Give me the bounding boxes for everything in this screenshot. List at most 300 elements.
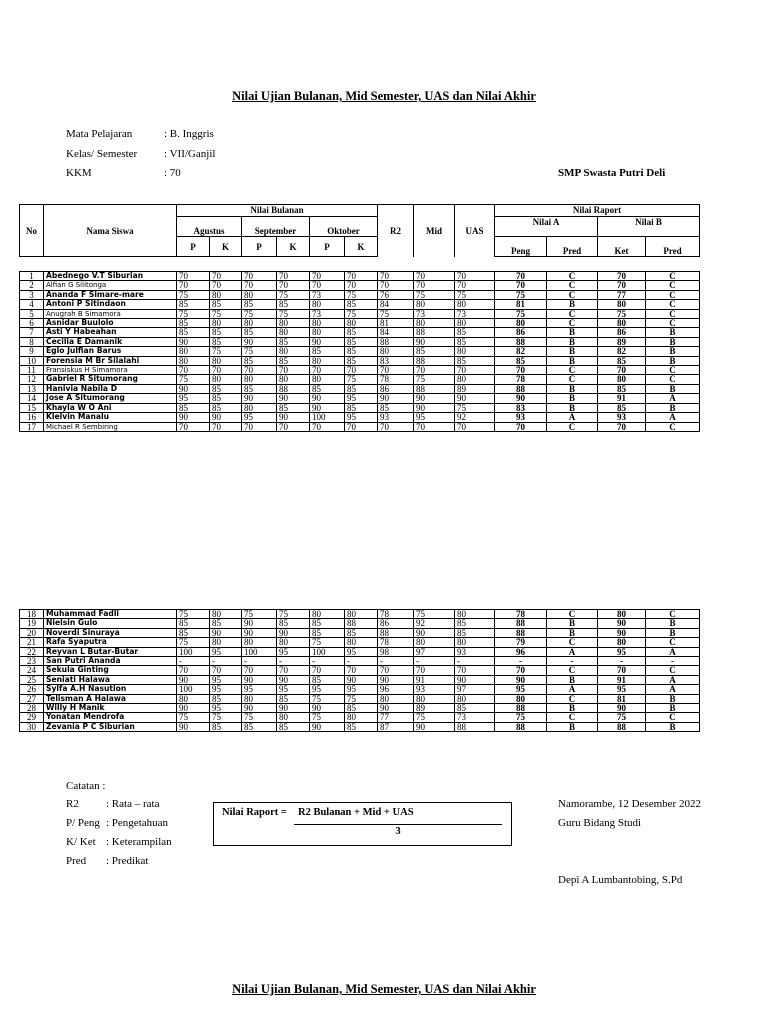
cell-okt-p: 90 xyxy=(310,403,345,412)
cell-ags-p: 80 xyxy=(177,356,210,365)
cell-uas: 80 xyxy=(455,300,495,309)
cell-sep-p: 90 xyxy=(242,628,277,637)
cell-mid: 75 xyxy=(414,610,455,619)
cell-okt-k: 85 xyxy=(345,347,378,356)
cell-okt-k: 70 xyxy=(345,666,378,675)
table-row xyxy=(20,647,700,656)
cell-r2: 70 xyxy=(378,272,414,281)
cell-okt-p: 90 xyxy=(310,394,345,403)
cell-ket: 90 xyxy=(598,619,646,628)
cell-uas: 70 xyxy=(455,272,495,281)
cell-pred-b: C xyxy=(646,713,700,722)
cell-peng: 88 xyxy=(495,722,547,731)
cell-okt-p: 80 xyxy=(310,375,345,384)
cell-r2: 90 xyxy=(378,675,414,684)
cell-sep-k: 95 xyxy=(277,685,310,694)
formula-lhs: Nilai Raport = xyxy=(222,807,287,818)
cell-sep-k: 90 xyxy=(277,394,310,403)
cell-ags-p: 85 xyxy=(177,300,210,309)
cell-r2: 78 xyxy=(378,638,414,647)
note-key: R2 xyxy=(66,798,79,810)
cell-ket: 82 xyxy=(598,347,646,356)
table-row xyxy=(20,309,700,318)
cell-pred-b: B xyxy=(646,337,700,346)
cell-pred-b: C xyxy=(646,422,700,431)
header-agustus: Agustus xyxy=(177,217,242,237)
cell-okt-p: 70 xyxy=(310,281,345,290)
cell-nama: Fransiskus H Simamora xyxy=(44,366,177,375)
cell-no: 21 xyxy=(20,638,44,647)
cell-pred-a: C xyxy=(547,694,598,703)
cell-pred-a: C xyxy=(547,610,598,619)
note-key: K/ Ket xyxy=(66,836,96,848)
cell-peng: 88 xyxy=(495,704,547,713)
cell-uas: 93 xyxy=(455,647,495,656)
cell-sep-k: 88 xyxy=(277,384,310,393)
cell-uas: 70 xyxy=(455,422,495,431)
cell-ags-k: 95 xyxy=(210,685,242,694)
cell-r2: 88 xyxy=(378,337,414,346)
cell-pred-a: C xyxy=(547,375,598,384)
cell-sep-p: 75 xyxy=(242,347,277,356)
note-key: P/ Peng xyxy=(66,817,100,829)
meta-label-kkm: KKM xyxy=(66,167,92,179)
cell-mid: 70 xyxy=(414,666,455,675)
cell-no: 4 xyxy=(20,300,44,309)
cell-sep-p: 90 xyxy=(242,675,277,684)
cell-ags-p: 100 xyxy=(177,647,210,656)
header-raport: Nilai Raport xyxy=(495,205,700,217)
cell-uas: 75 xyxy=(455,290,495,299)
cell-peng: 75 xyxy=(495,309,547,318)
cell-ags-k: 85 xyxy=(210,403,242,412)
cell-mid: 90 xyxy=(414,628,455,637)
cell-no: 10 xyxy=(20,356,44,365)
cell-ket: 80 xyxy=(598,319,646,328)
cell-ags-k: 95 xyxy=(210,647,242,656)
cell-ags-p: 80 xyxy=(177,347,210,356)
cell-ags-k: 80 xyxy=(210,610,242,619)
header-p: P xyxy=(242,237,277,257)
cell-r2: 96 xyxy=(378,685,414,694)
table-row xyxy=(20,272,700,281)
notes-heading: Catatan : xyxy=(66,780,106,792)
cell-r2: 90 xyxy=(378,704,414,713)
table-row xyxy=(20,347,700,356)
cell-nama: Hanivia Nabila D xyxy=(44,384,177,393)
cell-pred-b: A xyxy=(646,647,700,656)
cell-ags-p: 85 xyxy=(177,619,210,628)
cell-sep-p: - xyxy=(242,657,277,666)
cell-mid: 80 xyxy=(414,638,455,647)
cell-nama: Abednego V.T Siburian xyxy=(44,272,177,281)
cell-ags-k: 80 xyxy=(210,375,242,384)
cell-r2: 70 xyxy=(378,281,414,290)
cell-pred-b: C xyxy=(646,610,700,619)
header-k: K xyxy=(345,237,378,257)
cell-ket: 77 xyxy=(598,290,646,299)
cell-mid: 75 xyxy=(414,290,455,299)
cell-sep-k: 70 xyxy=(277,666,310,675)
cell-sep-k: 75 xyxy=(277,290,310,299)
cell-sep-p: 70 xyxy=(242,422,277,431)
cell-uas: 92 xyxy=(455,413,495,422)
formula-box xyxy=(213,802,512,846)
cell-pred-a: B xyxy=(547,337,598,346)
signature-role: Guru Bidang Studi xyxy=(558,817,642,829)
cell-okt-k: 85 xyxy=(345,403,378,412)
cell-pred-b: B xyxy=(646,356,700,365)
cell-no: 8 xyxy=(20,337,44,346)
cell-ags-k: 85 xyxy=(210,694,242,703)
cell-mid: 75 xyxy=(414,375,455,384)
cell-no: 26 xyxy=(20,685,44,694)
table-row xyxy=(20,403,700,412)
cell-ket: 80 xyxy=(598,300,646,309)
cell-ags-p: 75 xyxy=(177,713,210,722)
cell-sep-p: 80 xyxy=(242,638,277,647)
cell-pred-b: C xyxy=(646,309,700,318)
cell-ket: 75 xyxy=(598,309,646,318)
cell-r2: 70 xyxy=(378,366,414,375)
cell-pred-b: B xyxy=(646,694,700,703)
cell-ags-p: 90 xyxy=(177,722,210,731)
cell-sep-p: 100 xyxy=(242,647,277,656)
formula-numerator: R2 Bulanan + Mid + UAS xyxy=(298,807,414,818)
grade-table-header xyxy=(19,204,700,257)
cell-ket: 95 xyxy=(598,685,646,694)
cell-okt-p: 80 xyxy=(310,319,345,328)
cell-sep-p: 80 xyxy=(242,375,277,384)
cell-sep-k: 80 xyxy=(277,319,310,328)
cell-peng: - xyxy=(495,657,547,666)
cell-r2: 84 xyxy=(378,300,414,309)
cell-okt-p: 100 xyxy=(310,413,345,422)
cell-pred-b: B xyxy=(646,347,700,356)
table-row xyxy=(20,685,700,694)
cell-peng: 88 xyxy=(495,384,547,393)
cell-mid: 70 xyxy=(414,281,455,290)
meta-value-kkm: : 70 xyxy=(164,167,181,179)
cell-okt-k: 95 xyxy=(345,647,378,656)
cell-uas: 85 xyxy=(455,328,495,337)
cell-pred-a: B xyxy=(547,403,598,412)
header-pred: Pred xyxy=(646,237,700,257)
cell-okt-k: 80 xyxy=(345,610,378,619)
cell-r2: 90 xyxy=(378,394,414,403)
cell-ags-p: 75 xyxy=(177,309,210,318)
cell-ags-p: 75 xyxy=(177,610,210,619)
cell-pred-b: B xyxy=(646,722,700,731)
cell-pred-a: C xyxy=(547,309,598,318)
header-nilai-b: Nilai B xyxy=(598,217,700,237)
cell-mid: 88 xyxy=(414,384,455,393)
cell-no: 5 xyxy=(20,309,44,318)
cell-peng: 70 xyxy=(495,422,547,431)
header-r2: R2 xyxy=(378,205,414,257)
cell-okt-p: - xyxy=(310,657,345,666)
cell-uas: 85 xyxy=(455,619,495,628)
header-k: K xyxy=(210,237,242,257)
table-row xyxy=(20,657,700,666)
cell-mid: 85 xyxy=(414,347,455,356)
cell-nama: Jose A Situmorang xyxy=(44,394,177,403)
cell-mid: 70 xyxy=(414,272,455,281)
cell-okt-k: 90 xyxy=(345,675,378,684)
cell-no: 3 xyxy=(20,290,44,299)
cell-nama: Nielsin Gulo xyxy=(44,619,177,628)
cell-ags-k: 80 xyxy=(210,638,242,647)
cell-mid: 95 xyxy=(414,413,455,422)
cell-pred-b: B xyxy=(646,619,700,628)
cell-okt-k: 85 xyxy=(345,356,378,365)
cell-ags-p: 100 xyxy=(177,685,210,694)
cell-nama: Gabriel R Situmorang xyxy=(44,375,177,384)
cell-no: 19 xyxy=(20,619,44,628)
cell-no: 13 xyxy=(20,384,44,393)
header-nama: Nama Siswa xyxy=(44,205,177,257)
cell-ags-p: 85 xyxy=(177,628,210,637)
cell-peng: 81 xyxy=(495,300,547,309)
cell-ags-k: 70 xyxy=(210,281,242,290)
cell-pred-b: C xyxy=(646,366,700,375)
cell-nama: Antoni P Sitindaon xyxy=(44,300,177,309)
cell-mid: 90 xyxy=(414,394,455,403)
cell-sep-p: 70 xyxy=(242,281,277,290)
cell-ket: 80 xyxy=(598,375,646,384)
table-row xyxy=(20,413,700,422)
signature-name: Depi A Lumbantobing, S.Pd xyxy=(558,874,683,886)
cell-ket: 89 xyxy=(598,337,646,346)
cell-no: 12 xyxy=(20,375,44,384)
cell-nama: Sekula Ginting xyxy=(44,666,177,675)
cell-ags-k: 80 xyxy=(210,290,242,299)
table-row xyxy=(20,422,700,431)
table-row xyxy=(20,638,700,647)
cell-mid: 90 xyxy=(414,337,455,346)
note-value: : Keterampilan xyxy=(106,836,172,848)
cell-r2: 77 xyxy=(378,713,414,722)
cell-ket: 85 xyxy=(598,403,646,412)
cell-okt-p: 90 xyxy=(310,704,345,713)
cell-okt-k: 70 xyxy=(345,272,378,281)
cell-pred-a: C xyxy=(547,366,598,375)
cell-ags-p: 90 xyxy=(177,675,210,684)
cell-mid: - xyxy=(414,657,455,666)
cell-ket: 80 xyxy=(598,638,646,647)
cell-peng: 70 xyxy=(495,272,547,281)
cell-ags-k: 85 xyxy=(210,722,242,731)
cell-nama: Sylfa A.H Nasution xyxy=(44,685,177,694)
cell-no: 2 xyxy=(20,281,44,290)
cell-r2: 83 xyxy=(378,356,414,365)
cell-sep-p: 70 xyxy=(242,366,277,375)
table-row xyxy=(20,394,700,403)
cell-sep-k: 85 xyxy=(277,356,310,365)
cell-mid: 70 xyxy=(414,366,455,375)
cell-uas: - xyxy=(455,657,495,666)
cell-uas: 97 xyxy=(455,685,495,694)
cell-uas: 73 xyxy=(455,713,495,722)
cell-okt-k: 80 xyxy=(345,319,378,328)
cell-pred-b: - xyxy=(646,657,700,666)
table-row xyxy=(20,722,700,731)
cell-ags-k: 85 xyxy=(210,394,242,403)
cell-nama: Cecilia E Damanik xyxy=(44,337,177,346)
cell-nama: Asnidar Buulolo xyxy=(44,319,177,328)
cell-no: 17 xyxy=(20,422,44,431)
table-row xyxy=(20,356,700,365)
header-bulanan: Nilai Bulanan xyxy=(177,205,378,217)
cell-ags-p: 70 xyxy=(177,272,210,281)
cell-sep-p: 85 xyxy=(242,328,277,337)
cell-ags-p: 85 xyxy=(177,328,210,337)
cell-sep-p: 90 xyxy=(242,337,277,346)
cell-nama: Muhammad Fadli xyxy=(44,610,177,619)
cell-nama: Ananda F Simare-mare xyxy=(44,290,177,299)
cell-uas: 70 xyxy=(455,366,495,375)
cell-sep-k: 85 xyxy=(277,300,310,309)
header-oktober: Oktober xyxy=(310,217,378,237)
cell-pred-a: B xyxy=(547,347,598,356)
header-ket: Ket xyxy=(598,237,646,257)
formula-denominator: 3 xyxy=(395,826,401,837)
cell-mid: 93 xyxy=(414,685,455,694)
cell-okt-k: 85 xyxy=(345,722,378,731)
note-value: : Predikat xyxy=(106,855,149,867)
cell-sep-k: 75 xyxy=(277,610,310,619)
cell-ags-k: 70 xyxy=(210,666,242,675)
cell-pred-a: B xyxy=(547,356,598,365)
cell-ags-p: 75 xyxy=(177,290,210,299)
cell-ket: 81 xyxy=(598,694,646,703)
cell-sep-p: 80 xyxy=(242,319,277,328)
table-row xyxy=(20,328,700,337)
cell-ket: 88 xyxy=(598,722,646,731)
cell-ket: 85 xyxy=(598,384,646,393)
cell-uas: 80 xyxy=(455,375,495,384)
cell-sep-p: 85 xyxy=(242,384,277,393)
cell-sep-k: 80 xyxy=(277,328,310,337)
cell-sep-p: 90 xyxy=(242,394,277,403)
cell-sep-p: 95 xyxy=(242,685,277,694)
cell-okt-p: 80 xyxy=(310,610,345,619)
cell-ags-p: 70 xyxy=(177,666,210,675)
cell-sep-p: 90 xyxy=(242,704,277,713)
cell-okt-k: 80 xyxy=(345,638,378,647)
cell-okt-p: 100 xyxy=(310,647,345,656)
cell-ket: 70 xyxy=(598,366,646,375)
cell-okt-p: 90 xyxy=(310,722,345,731)
cell-peng: 80 xyxy=(495,694,547,703)
cell-sep-k: 85 xyxy=(277,619,310,628)
cell-mid: 88 xyxy=(414,356,455,365)
cell-ags-p: - xyxy=(177,657,210,666)
cell-okt-k: 85 xyxy=(345,300,378,309)
cell-pred-a: B xyxy=(547,722,598,731)
cell-ags-k: 80 xyxy=(210,319,242,328)
cell-pred-b: A xyxy=(646,394,700,403)
header-pred: Pred xyxy=(547,237,598,257)
cell-nama: Asti Y Habeahan xyxy=(44,328,177,337)
cell-sep-k: 85 xyxy=(277,337,310,346)
cell-mid: 80 xyxy=(414,319,455,328)
cell-pred-b: C xyxy=(646,319,700,328)
cell-ags-p: 90 xyxy=(177,413,210,422)
cell-r2: 98 xyxy=(378,647,414,656)
note-key: Pred xyxy=(66,855,87,867)
cell-ket: 90 xyxy=(598,628,646,637)
header-nilai-a: Nilai A xyxy=(495,217,598,237)
cell-pred-a: A xyxy=(547,413,598,422)
cell-nama: Noverdi Sinuraya xyxy=(44,628,177,637)
note-value: : Pengetahuan xyxy=(106,817,169,829)
cell-pred-b: C xyxy=(646,375,700,384)
cell-okt-k: 85 xyxy=(345,384,378,393)
cell-pred-b: C xyxy=(646,290,700,299)
cell-okt-p: 85 xyxy=(310,347,345,356)
cell-uas: 75 xyxy=(455,403,495,412)
cell-peng: 93 xyxy=(495,413,547,422)
table-row xyxy=(20,281,700,290)
cell-okt-k: 88 xyxy=(345,619,378,628)
cell-okt-k: 80 xyxy=(345,713,378,722)
cell-mid: 75 xyxy=(414,713,455,722)
cell-pred-b: C xyxy=(646,272,700,281)
cell-pred-a: C xyxy=(547,638,598,647)
cell-r2: 93 xyxy=(378,413,414,422)
cell-ags-p: 70 xyxy=(177,281,210,290)
cell-sep-k: 70 xyxy=(277,272,310,281)
cell-ags-k: 80 xyxy=(210,356,242,365)
cell-uas: 85 xyxy=(455,704,495,713)
note-value: : Rata – rata xyxy=(106,798,160,810)
cell-no: 14 xyxy=(20,394,44,403)
cell-r2: 86 xyxy=(378,384,414,393)
cell-pred-b: A xyxy=(646,685,700,694)
cell-sep-k: 90 xyxy=(277,704,310,713)
cell-ket: 80 xyxy=(598,610,646,619)
cell-r2: 87 xyxy=(378,722,414,731)
cell-nama: Zevania P C Siburian xyxy=(44,722,177,731)
cell-okt-k: 70 xyxy=(345,281,378,290)
cell-okt-k: 95 xyxy=(345,413,378,422)
cell-no: 28 xyxy=(20,704,44,713)
cell-pred-b: A xyxy=(646,675,700,684)
grade-table-part-2 xyxy=(19,609,700,732)
cell-peng: 75 xyxy=(495,290,547,299)
cell-okt-k: 75 xyxy=(345,290,378,299)
cell-sep-p: 80 xyxy=(242,290,277,299)
cell-nama: Rafa Syaputra xyxy=(44,638,177,647)
cell-peng: 88 xyxy=(495,619,547,628)
cell-ags-k: 95 xyxy=(210,704,242,713)
cell-ags-p: 90 xyxy=(177,337,210,346)
cell-ags-k: 70 xyxy=(210,366,242,375)
cell-r2: 70 xyxy=(378,422,414,431)
cell-no: 18 xyxy=(20,610,44,619)
cell-sep-k: 85 xyxy=(277,403,310,412)
cell-peng: 96 xyxy=(495,647,547,656)
cell-mid: 80 xyxy=(414,300,455,309)
cell-peng: 82 xyxy=(495,347,547,356)
cell-peng: 70 xyxy=(495,666,547,675)
cell-ket: 70 xyxy=(598,666,646,675)
cell-okt-k: 95 xyxy=(345,394,378,403)
cell-no: 6 xyxy=(20,319,44,328)
cell-peng: 95 xyxy=(495,685,547,694)
cell-pred-b: B xyxy=(646,328,700,337)
